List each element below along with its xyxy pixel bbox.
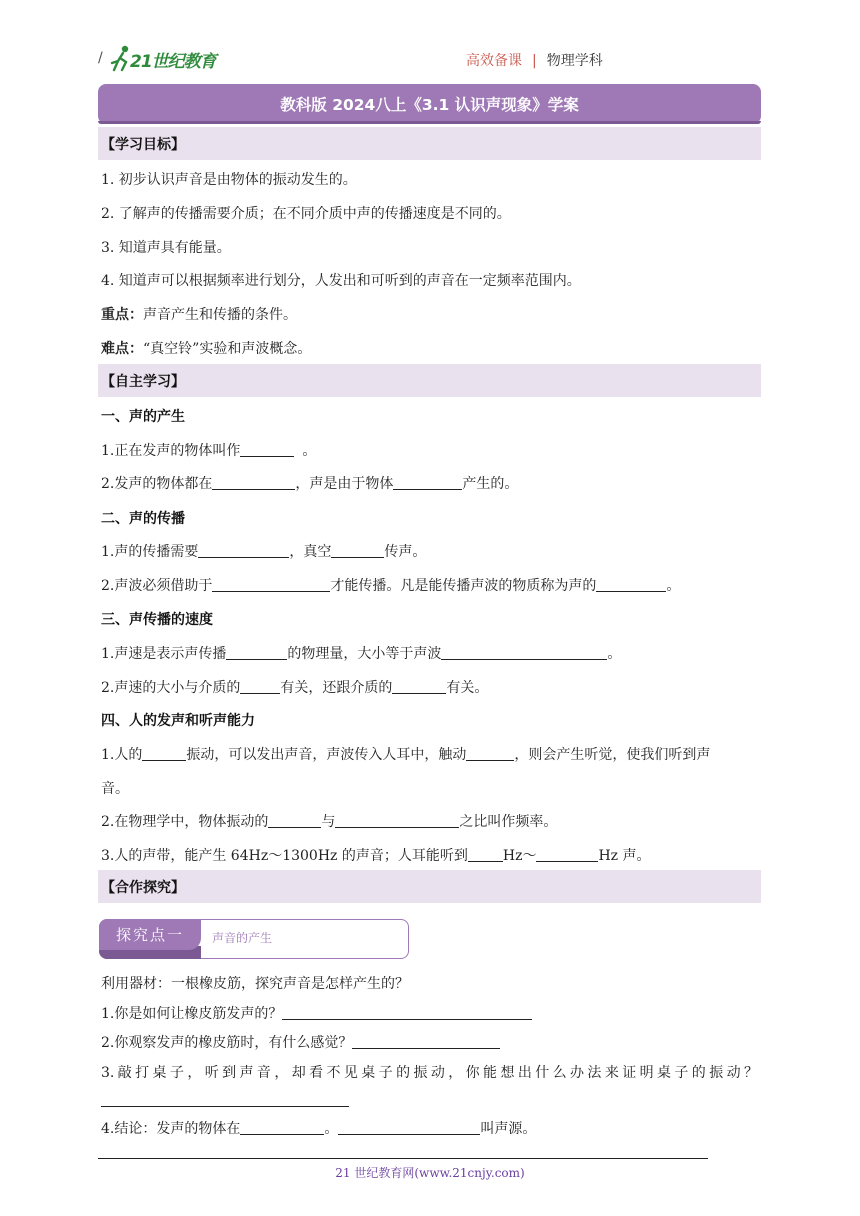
- part2-title: 二、声的传播: [101, 511, 185, 527]
- key-point-text: 声音产生和传播的条件。: [143, 307, 297, 323]
- answer-blank[interactable]: [352, 1034, 500, 1049]
- text: 有关，还跟介质的: [280, 680, 393, 696]
- text: 4.结论：发声的物体在: [101, 1121, 241, 1137]
- part1-title: 一、声的产生: [101, 409, 185, 425]
- hard-point-label: 难点：: [101, 341, 143, 357]
- coop-q1: [101, 1003, 532, 1023]
- part2-q2: [101, 575, 680, 595]
- answer-blank[interactable]: [392, 679, 446, 694]
- part4-q1-cont: 音。: [101, 781, 129, 797]
- part1-q1: [101, 440, 316, 460]
- document-title-text: 教科版 2024八上《3.1 认识声现象》学案: [280, 96, 579, 114]
- text: 2.发声的物体都在: [101, 476, 213, 492]
- coop-q4: [101, 1118, 536, 1138]
- goal-item: 1. 初步认识声音是由物体的振动发生的。: [101, 172, 357, 188]
- text: 2.你观察发声的橡皮筋时，有什么感觉？: [101, 1035, 353, 1051]
- section-self-study-heading: 【自主学习】: [98, 364, 761, 397]
- hard-point-text: “真空铃”实验和声波概念。: [143, 341, 312, 357]
- text: 才能传播。凡是能传播声波的物质称为声的: [330, 578, 597, 594]
- key-point-label: 重点：: [101, 307, 143, 323]
- answer-blank[interactable]: [536, 847, 598, 862]
- text: 2.声速的大小与介质的: [101, 680, 241, 696]
- text: 1.人的: [101, 747, 143, 763]
- text: 产生的。: [462, 476, 519, 492]
- logo-text: 21世纪教育: [130, 52, 216, 72]
- header-tagline: [466, 50, 603, 70]
- text: 1.正在发声的物体叫作: [101, 443, 241, 459]
- answer-blank[interactable]: [240, 1120, 324, 1135]
- answer-blank[interactable]: [331, 543, 384, 558]
- part4-q2: [101, 811, 557, 831]
- header-tag-b: 物理学科: [546, 53, 603, 69]
- answer-blank[interactable]: [198, 543, 289, 558]
- footer-text: 21 世纪教育网(www.21cnjy.com): [335, 1166, 525, 1180]
- text: Hz～: [502, 848, 537, 864]
- part3-q2: [101, 677, 488, 697]
- text: 3.人的声带，能产生 64Hz～1300Hz 的声音；人耳能听到: [101, 848, 468, 864]
- text: ，声是由于物体: [295, 476, 394, 492]
- header-separator: |: [532, 53, 537, 69]
- text: ，真空: [289, 544, 332, 560]
- text: 之比叫作频率。: [459, 814, 558, 830]
- text: 。: [324, 1121, 339, 1137]
- answer-blank[interactable]: [441, 645, 607, 660]
- answer-blank[interactable]: [466, 746, 514, 761]
- text: 叫声源。: [480, 1121, 537, 1137]
- goal-item: 2. 了解声的传播需要介质；在不同介质中声的传播速度是不同的。: [101, 206, 511, 222]
- text: 2.在物理学中，物体振动的: [101, 814, 269, 830]
- text: ，则会产生听觉，使我们听到声: [514, 747, 711, 763]
- part4-q3: [101, 845, 651, 865]
- answer-blank[interactable]: [338, 1120, 480, 1135]
- hard-point: [101, 338, 311, 358]
- answer-blank[interactable]: [240, 679, 280, 694]
- text: 2.声波必须借助于: [101, 578, 213, 594]
- header-tag-a: 高效备课: [466, 53, 522, 69]
- answer-blank[interactable]: [282, 1005, 532, 1020]
- text: 。: [302, 443, 317, 459]
- key-point: [101, 304, 297, 324]
- answer-blank[interactable]: [335, 813, 459, 828]
- answer-blank[interactable]: [596, 577, 666, 592]
- part3-q1: [101, 643, 621, 663]
- answer-blank[interactable]: [142, 746, 186, 761]
- text: 1.声速是表示声传播: [101, 646, 227, 662]
- footer-rule: [98, 1158, 708, 1159]
- answer-blank[interactable]: [268, 813, 321, 828]
- answer-blank[interactable]: [212, 577, 330, 592]
- part4-title: 四、人的发声和听声能力: [101, 713, 255, 729]
- goal-item: 4. 知道声可以根据频率进行划分，人发出和可听到的声音在一定频率范围内。: [101, 273, 581, 289]
- text: 传声。: [384, 544, 427, 560]
- text: 与: [321, 814, 336, 830]
- text: 。: [607, 646, 622, 662]
- answer-blank[interactable]: [393, 475, 462, 490]
- answer-blank[interactable]: [101, 1092, 349, 1107]
- part3-title: 三、声传播的速度: [101, 612, 213, 628]
- coop-intro: 利用器材：一根橡皮筋，探究声音是怎样产生的？: [101, 976, 409, 992]
- text: 的物理量，大小等于声波: [287, 646, 442, 662]
- part1-q2: [101, 473, 518, 493]
- probe-label: 声音的产生: [212, 931, 273, 945]
- answer-blank[interactable]: [240, 442, 294, 457]
- text: 。: [666, 578, 681, 594]
- document-title: [98, 84, 761, 124]
- text: 有关。: [446, 680, 489, 696]
- answer-blank[interactable]: [226, 645, 287, 660]
- probe-tab: 探究点一: [99, 919, 201, 950]
- section-coop-heading: 【合作探究】: [98, 870, 761, 903]
- text: Hz 声。: [598, 848, 651, 864]
- text: 1.声的传播需要: [101, 544, 199, 560]
- answer-blank[interactable]: [468, 847, 503, 862]
- coop-q3: 3.敲打桌子，听到声音，却看不见桌子的振动，你能想出什么办法来证明桌子的振动？: [101, 1065, 758, 1081]
- coop-q2: [101, 1032, 500, 1052]
- answer-blank[interactable]: [212, 475, 295, 490]
- section-goals-heading: 【学习目标】: [98, 127, 761, 160]
- goal-item: 3. 知道声具有能量。: [101, 240, 231, 256]
- text: 1.你是如何让橡皮筋发声的？: [101, 1006, 283, 1022]
- part4-q1: [101, 744, 710, 764]
- part2-q1: [101, 541, 426, 561]
- text: 振动，可以发出声音，声波传入人耳中，触动: [186, 747, 467, 763]
- logo-slash: /: [98, 50, 103, 66]
